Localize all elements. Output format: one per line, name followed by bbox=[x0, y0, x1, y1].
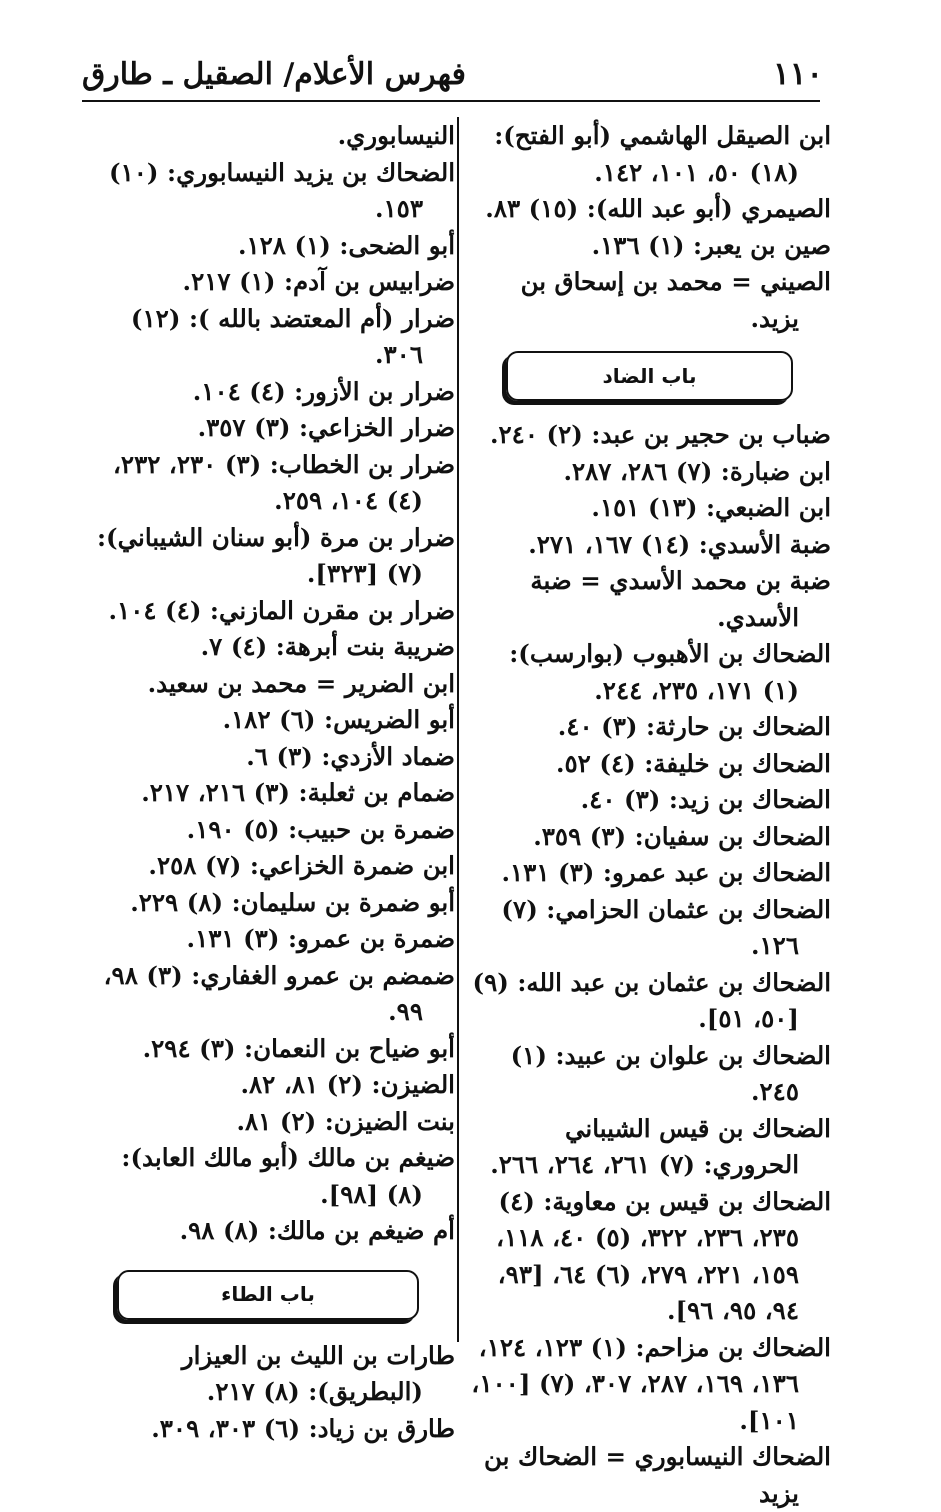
index-entry: ضرار بن مرة (أبو سنان الشيباني): (٧) [٣٢٣]. bbox=[96, 522, 455, 588]
index-entry: الضحاك بن زيد: (٣) ٤٠. bbox=[580, 785, 831, 814]
index-entry: ضرار بن الخطاب: (٣) ٢٣٠، ٢٣٢، (٤) ١٠٤، ٢٥٩. bbox=[113, 449, 455, 515]
index-entry: ضرار الخزاعي: (٣) ٣٥٧. bbox=[197, 413, 455, 442]
index-entry: الضحاك بن حارثة: (٣) ٤٠. bbox=[557, 712, 831, 741]
index-entry: الضحاك بن مزاحم: (١) ١٢٣، ١٢٤، ١٣٦، ١٦٩، ٢٨٧، ٣٠٧، (٧) [١٠٠، ١٠١]. bbox=[471, 1332, 831, 1435]
index-entry: الصيمري (أبو عبد الله): (١٥) ٨٣. bbox=[485, 194, 831, 223]
index-entry: الضحاك بن قيس بن معاوية: (٤) ٢٣٥، ٢٣٦، ٣٢٢، (٥) ٤٠، ١١٨، ١٥٩، ٢٢١، ٢٧٩، (٦) ٦٤، [٩٣، ٩٤، ٩٥، ٩٦]. bbox=[496, 1186, 831, 1325]
index-entry: بنت الضيزن: (٢) ٨١. bbox=[236, 1106, 455, 1136]
index-entry: أبو ضمرة بن سليمان: (٨) ٢٢٩. bbox=[130, 887, 455, 917]
index-entry: الضحاك بن خليفة: (٤) ٥٢. bbox=[555, 748, 831, 778]
index-entry: ابن الصيقل الهاشمي (أبو الفتح): (١٨) ٥٠، ١٠١، ١٤٢. bbox=[494, 121, 831, 187]
index-entry: الضحاك بن يزيد النيسابوري: (١٠) ١٥٣. bbox=[108, 157, 455, 223]
index-entry: ضمرة بن عمرو: (٣) ١٣١. bbox=[186, 924, 455, 953]
index-entry: ضرار بن الأزور: (٤) ١٠٤. bbox=[192, 376, 455, 406]
index-entry: الضحاك بن عثمان الحزامي: (٧) ١٢٦. bbox=[501, 894, 831, 960]
page-number: ١١٠ bbox=[773, 56, 823, 92]
index-entry: ضرار بن مقرن المازني: (٤) ١٠٤. bbox=[108, 595, 455, 625]
right-column bbox=[466, 118, 831, 1512]
index-entry: أبو ضياح بن النعمان: (٣) ٢٩٤. bbox=[142, 1033, 455, 1063]
index-entry: ضماد الأزدي: (٣) ٦. bbox=[246, 741, 455, 771]
index-entry: ضباب بن حجير بن عبد: (٢) ٢٤٠. bbox=[489, 420, 831, 449]
index-entry: الضحاك بن عبد عمرو: (٣) ١٣١. bbox=[501, 858, 831, 887]
index-entry: الضحاك بن الأهبوب (بوارسب): (١) ١٧١، ٢٣٥، ٢٤٤. bbox=[509, 639, 831, 705]
right-entries-bottom bbox=[466, 417, 831, 1512]
left-column bbox=[81, 118, 455, 1447]
index-entry: ضمضم بن عمرو الغفاري: (٣) ٩٨، ٩٩. bbox=[103, 960, 455, 1026]
left-entries-top bbox=[81, 118, 455, 1250]
index-entry: الضيزن: (٢) ٨١، ٨٢. bbox=[240, 1070, 455, 1099]
index-entry: أم ضيغم بن مالك: (٨) ٩٨. bbox=[179, 1216, 455, 1245]
index-entry: ابن الضرير = محمد بن سعيد. bbox=[147, 668, 455, 698]
column-divider bbox=[457, 117, 459, 1342]
index-entry: طارق بن زياد: (٦) ٣٠٣، ٣٠٩. bbox=[151, 1413, 455, 1443]
index-entry: ضرار (أم المعتضد بالله ): (١٢) ٣٠٦. bbox=[130, 303, 455, 369]
index-entry: النيسابوري. bbox=[337, 121, 455, 150]
index-entry: الضحاك بن قيس الشيباني الحروري: (٧) ٢٦١، ٢٦٤، ٢٦٦. bbox=[490, 1113, 831, 1179]
index-entry: ابن ضبارة: (٧) ٢٨٦، ٢٨٧. bbox=[563, 456, 831, 486]
header-rule bbox=[82, 100, 820, 102]
left-entries-bottom bbox=[81, 1338, 455, 1448]
index-entry: ضمرة بن حبيب: (٥) ١٩٠. bbox=[186, 814, 455, 844]
index-entry: صين بن يعبر: (١) ١٣٦. bbox=[591, 230, 831, 260]
index-entry: ضمام بن ثعلبة: (٣) ٢١٦، ٢١٧. bbox=[141, 778, 455, 807]
index-entry: ابن الضبعي: (١٣) ١٥١. bbox=[591, 493, 831, 522]
index-entry: ضبة بن محمد الأسدي = ضبة الأسدي. bbox=[530, 566, 831, 632]
index-entry: أبو الضحى: (١) ١٢٨. bbox=[237, 230, 455, 260]
running-title: فهرس الأعلام/ الصقيل ـ طارق bbox=[82, 57, 466, 92]
right-entries-top bbox=[466, 118, 831, 337]
index-entry: ضرابيس بن آدم: (١) ٢١٧. bbox=[182, 267, 455, 296]
index-entry: أبو الضريس: (٦) ١٨٢. bbox=[222, 705, 455, 734]
index-entry: الضحاك النيسابوري = الضحاك بن يزيد bbox=[484, 1442, 831, 1508]
index-entry: الصيني = محمد بن إسحاق بن يزيد. bbox=[520, 267, 831, 333]
section-heading-taa: باب الطاء bbox=[117, 1270, 419, 1320]
index-entry: ضبة الأسدي: (١٤) ١٦٧، ٢٧١. bbox=[528, 529, 831, 559]
index-entry: طارات بن الليث بن العيزار (البطريق): (٨) ٢١٧. bbox=[181, 1340, 455, 1406]
index-entry: ابن ضمرة الخزاعي: (٧) ٢٥٨. bbox=[148, 851, 455, 880]
index-entry: ضيغم بن مالك (أبو مالك العابد): (٨) [٩٨]. bbox=[121, 1143, 455, 1209]
index-entry: ضريبة بنت أبرهة: (٤) ٧. bbox=[200, 632, 455, 661]
index-entry: الضحاك بن سفيان: (٣) ٣٥٩. bbox=[533, 821, 831, 851]
index-entry: الضحاك بن عثمان بن عبد الله: (٩) [٥٠، ٥١]. bbox=[472, 967, 831, 1033]
index-entry: الضحاك بن علوان بن عبيد: (١) ٢٤٥. bbox=[510, 1040, 831, 1106]
section-heading-dad: باب الضاد bbox=[506, 351, 793, 401]
